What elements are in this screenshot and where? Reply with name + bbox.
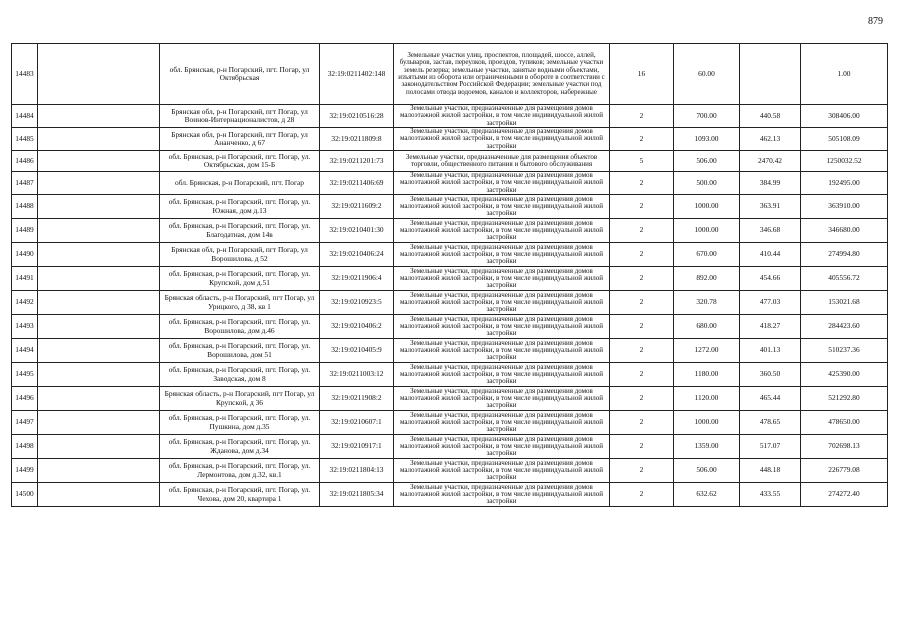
row-address: обл. Брянская, р-н Погарский, пгт. Погар, ул. Лермонтова, дом д.32, кв.1	[160, 459, 320, 483]
row-area: 500.00	[674, 172, 740, 195]
row-address: Брянская область, р-н Погарский, пгт Погар, ул Урицкого, д 38, кв 1	[160, 291, 320, 315]
row-group: 2	[610, 105, 674, 128]
row-id: 14484	[12, 105, 38, 128]
row-cadastral-value: 284423.60	[801, 315, 888, 339]
row-blank-cell	[38, 267, 160, 291]
row-group: 2	[610, 219, 674, 243]
row-area: 1000.00	[674, 195, 740, 219]
row-id: 14499	[12, 459, 38, 483]
row-blank-cell	[38, 459, 160, 483]
row-cadastral-number: 32:19:0210406:2	[320, 315, 394, 339]
row-id: 14483	[12, 44, 38, 105]
row-area: 1359.00	[674, 435, 740, 459]
row-land-use: Земельные участки, предназначенные для размещения домов малоэтажной жилой застройки, в том числе индивидуальной жилой застройки	[394, 267, 610, 291]
row-cadastral-value: 308406.00	[801, 105, 888, 128]
row-cadastral-value: 425390.00	[801, 363, 888, 387]
row-rate: 363.91	[740, 195, 801, 219]
row-rate: 384.99	[740, 172, 801, 195]
row-group: 2	[610, 195, 674, 219]
row-address: обл. Брянская, р-н Погарский, пгт. Погар, ул. Чехова, дом 20, квартира 1	[160, 483, 320, 507]
row-id: 14494	[12, 339, 38, 363]
row-group: 2	[610, 243, 674, 267]
row-address: обл. Брянская, р-н Погарский, пгт. Погар, ул. Пушкина, дом д.35	[160, 411, 320, 435]
row-area: 1180.00	[674, 363, 740, 387]
row-id: 14490	[12, 243, 38, 267]
row-cadastral-value: 226779.08	[801, 459, 888, 483]
row-rate: 2470.42	[740, 151, 801, 172]
row-rate: 346.68	[740, 219, 801, 243]
row-rate: 477.03	[740, 291, 801, 315]
table-row	[12, 267, 888, 291]
row-cadastral-value: 274272.40	[801, 483, 888, 507]
row-area: 1000.00	[674, 411, 740, 435]
row-group: 2	[610, 459, 674, 483]
row-cadastral-number: 32:19:0210401:30	[320, 219, 394, 243]
table-row	[12, 483, 888, 507]
row-land-use: Земельные участки улиц, проспектов, площадей, шоссе, аллей, бульваров, застав, переулков, проездов, тупиков; земельные участки земель резерва; земельные участки, занятые водными объектами, изъятыми из оборота или ограниченными в обороте в соответствии с законодательством Российской Федерации; земельные участки под полосами отвода водоемов, каналов и коллекторов, набережные	[394, 44, 610, 105]
row-blank-cell	[38, 363, 160, 387]
row-address: обл. Брянская, р-н Погарский, пгт. Погар, ул. Жданова, дом д.34	[160, 435, 320, 459]
row-blank-cell	[38, 411, 160, 435]
row-area: 1000.00	[674, 219, 740, 243]
row-area: 1120.00	[674, 387, 740, 411]
row-cadastral-value: 478650.00	[801, 411, 888, 435]
row-id: 14498	[12, 435, 38, 459]
table-row	[12, 151, 888, 172]
row-group: 2	[610, 435, 674, 459]
row-cadastral-number: 32:19:0211406:69	[320, 172, 394, 195]
table-row	[12, 128, 888, 151]
row-group: 2	[610, 291, 674, 315]
row-address: обл. Брянская, р-н Погарский, пгт. Погар, ул. Ворошилова, дом д.46	[160, 315, 320, 339]
row-land-use: Земельные участки, предназначенные для размещения домов малоэтажной жилой застройки, в том числе индивидуальной жилой застройки	[394, 315, 610, 339]
row-address: обл. Брянская, р-н Погарский, пгт. Погар	[160, 172, 320, 195]
row-blank-cell	[38, 483, 160, 507]
table-row	[12, 459, 888, 483]
row-cadastral-value: 702698.13	[801, 435, 888, 459]
table-row	[12, 243, 888, 267]
row-blank-cell	[38, 339, 160, 363]
row-cadastral-value: 1250032.52	[801, 151, 888, 172]
row-cadastral-number: 32:19:0211906:4	[320, 267, 394, 291]
row-address: обл. Брянская, р-н Погарский, пгт. Погар, ул. Ворошилова, дом 51	[160, 339, 320, 363]
row-blank-cell	[38, 44, 160, 105]
row-group: 2	[610, 315, 674, 339]
row-land-use: Земельные участки, предназначенные для размещения домов малоэтажной жилой застройки, в том числе индивидуальной жилой застройки	[394, 363, 610, 387]
row-group: 2	[610, 128, 674, 151]
row-group: 2	[610, 387, 674, 411]
row-group: 2	[610, 339, 674, 363]
row-rate	[740, 44, 801, 105]
row-cadastral-value: 521292.80	[801, 387, 888, 411]
row-address: обл. Брянская, р-н Погарский, пгт. Погар, ул. Благодатная, дом 14в	[160, 219, 320, 243]
table-row	[12, 195, 888, 219]
page-number: 879	[868, 16, 883, 27]
row-cadastral-number: 32:19:0211003:12	[320, 363, 394, 387]
row-group: 16	[610, 44, 674, 105]
row-cadastral-number: 32:19:0211805:34	[320, 483, 394, 507]
row-cadastral-number: 32:19:0210917:1	[320, 435, 394, 459]
row-rate: 448.18	[740, 459, 801, 483]
row-land-use: Земельные участки, предназначенные для размещения домов малоэтажной жилой застройки, в том числе индивидуальной жилой застройки	[394, 243, 610, 267]
row-area: 892.00	[674, 267, 740, 291]
table-row	[12, 339, 888, 363]
row-land-use: Земельные участки, предназначенные для размещения домов малоэтажной жилой застройки, в том числе индивидуальной жилой застройки	[394, 387, 610, 411]
row-cadastral-number: 32:19:0211609:2	[320, 195, 394, 219]
row-blank-cell	[38, 195, 160, 219]
row-area: 506.00	[674, 459, 740, 483]
row-group: 5	[610, 151, 674, 172]
table-row	[12, 44, 888, 105]
row-id: 14488	[12, 195, 38, 219]
row-address: Брянская обл, р-н Погарский, пгт Погар, ул Ворошилова, д 52	[160, 243, 320, 267]
row-land-use: Земельные участки, предназначенные для размещения домов малоэтажной жилой застройки, в том числе индивидуальной жилой застройки	[394, 459, 610, 483]
row-address: Брянская область, р-н Погарский, пгт Погар, ул Крупской, д 36	[160, 387, 320, 411]
row-group: 2	[610, 411, 674, 435]
row-rate: 418.27	[740, 315, 801, 339]
row-blank-cell	[38, 172, 160, 195]
row-group: 2	[610, 172, 674, 195]
row-rate: 401.13	[740, 339, 801, 363]
row-rate: 440.58	[740, 105, 801, 128]
row-group: 2	[610, 267, 674, 291]
row-land-use: Земельные участки, предназначенные для размещения домов малоэтажной жилой застройки, в том числе индивидуальной жилой застройки	[394, 339, 610, 363]
row-area: 670.00	[674, 243, 740, 267]
row-rate: 478.65	[740, 411, 801, 435]
row-address: Брянская обл, р-н Погарский, пгт Погар, ул Воинов-Интернационалистов, д 28	[160, 105, 320, 128]
table-row	[12, 363, 888, 387]
row-cadastral-number: 32:19:0211402:148	[320, 44, 394, 105]
table-row	[12, 105, 888, 128]
row-id: 14492	[12, 291, 38, 315]
row-address: обл. Брянская, р-н Погарский, пгт. Погар, ул. Заводская, дом 8	[160, 363, 320, 387]
row-area: 1272.00	[674, 339, 740, 363]
row-area: 320.78	[674, 291, 740, 315]
row-land-use: Земельные участки, предназначенные для размещения домов малоэтажной жилой застройки, в том числе индивидуальной жилой застройки	[394, 411, 610, 435]
row-cadastral-number: 32:19:0211804:13	[320, 459, 394, 483]
row-address: обл. Брянская, р-н Погарский, пгт. Погар, ул. Южная, дом д.13	[160, 195, 320, 219]
row-blank-cell	[38, 315, 160, 339]
row-land-use: Земельные участки, предназначенные для размещения домов малоэтажной жилой застройки, в том числе индивидуальной жилой застройки	[394, 435, 610, 459]
row-rate: 462.13	[740, 128, 801, 151]
row-cadastral-number: 32:19:0210923:5	[320, 291, 394, 315]
row-land-use: Земельные участки, предназначенные для размещения домов малоэтажной жилой застройки, в том числе индивидуальной жилой застройки	[394, 291, 610, 315]
row-rate: 454.66	[740, 267, 801, 291]
row-id: 14497	[12, 411, 38, 435]
row-blank-cell	[38, 435, 160, 459]
row-blank-cell	[38, 387, 160, 411]
row-id: 14489	[12, 219, 38, 243]
row-rate: 410.44	[740, 243, 801, 267]
row-group: 2	[610, 363, 674, 387]
row-id: 14485	[12, 128, 38, 151]
row-group: 2	[610, 483, 674, 507]
row-blank-cell	[38, 128, 160, 151]
row-rate: 433.55	[740, 483, 801, 507]
row-rate: 360.50	[740, 363, 801, 387]
row-area: 1093.00	[674, 128, 740, 151]
row-cadastral-value: 510237.36	[801, 339, 888, 363]
row-blank-cell	[38, 291, 160, 315]
row-cadastral-number: 32:19:0211809:8	[320, 128, 394, 151]
row-area: 60.00	[674, 44, 740, 105]
row-address: Брянская обл, р-н Погарский, пгт Погар, ул Ананченко, д 67	[160, 128, 320, 151]
row-id: 14493	[12, 315, 38, 339]
row-land-use: Земельные участки, предназначенные для размещения домов малоэтажной жилой застройки, в том числе индивидуальной жилой застройки	[394, 219, 610, 243]
row-cadastral-number: 32:19:0211201:73	[320, 151, 394, 172]
row-land-use: Земельные участки, предназначенные для размещения домов малоэтажной жилой застройки, в том числе индивидуальной жилой застройки	[394, 105, 610, 128]
row-blank-cell	[38, 219, 160, 243]
row-cadastral-value: 274994.80	[801, 243, 888, 267]
row-cadastral-value: 153021.68	[801, 291, 888, 315]
table-row	[12, 435, 888, 459]
cadastral-value-table	[11, 43, 888, 507]
table-row	[12, 411, 888, 435]
row-cadastral-number: 32:19:0210516:28	[320, 105, 394, 128]
row-blank-cell	[38, 151, 160, 172]
row-area: 632.62	[674, 483, 740, 507]
row-cadastral-number: 32:19:0210406:24	[320, 243, 394, 267]
row-cadastral-number: 32:19:0211908:2	[320, 387, 394, 411]
row-cadastral-value: 346680.00	[801, 219, 888, 243]
row-cadastral-value: 192495.00	[801, 172, 888, 195]
row-cadastral-number: 32:19:0210607:1	[320, 411, 394, 435]
row-id: 14496	[12, 387, 38, 411]
row-area: 680.00	[674, 315, 740, 339]
row-land-use: Земельные участки, предназначенные для размещения домов малоэтажной жилой застройки, в том числе индивидуальной жилой застройки	[394, 128, 610, 151]
row-rate: 465.44	[740, 387, 801, 411]
table-row	[12, 219, 888, 243]
row-land-use: Земельные участки, предназначенные для размещения домов малоэтажной жилой застройки, в том числе индивидуальной жилой застройки	[394, 172, 610, 195]
row-blank-cell	[38, 243, 160, 267]
row-address: обл. Брянская, р-н Погарский, пгт. Погар, ул Октябрьская	[160, 44, 320, 105]
row-cadastral-value: 405556.72	[801, 267, 888, 291]
table-row	[12, 291, 888, 315]
row-area: 700.00	[674, 105, 740, 128]
row-land-use: Земельные участки, предназначенные для размещения домов малоэтажной жилой застройки, в том числе индивидуальной жилой застройки	[394, 483, 610, 507]
row-land-use: Земельные участки, предназначенные для размещения домов малоэтажной жилой застройки, в том числе индивидуальной жилой застройки	[394, 195, 610, 219]
row-id: 14491	[12, 267, 38, 291]
row-land-use: Земельные участки, предназначенные для размещения объектов торговли, общественного питания и бытового обслуживания	[394, 151, 610, 172]
row-id: 14495	[12, 363, 38, 387]
table-row	[12, 172, 888, 195]
row-cadastral-value: 363910.00	[801, 195, 888, 219]
row-blank-cell	[38, 105, 160, 128]
row-id: 14487	[12, 172, 38, 195]
table-row	[12, 315, 888, 339]
row-cadastral-value: 1.00	[801, 44, 888, 105]
table-row	[12, 387, 888, 411]
row-cadastral-value: 505108.09	[801, 128, 888, 151]
row-id: 14500	[12, 483, 38, 507]
row-id: 14486	[12, 151, 38, 172]
row-cadastral-number: 32:19:0210405:9	[320, 339, 394, 363]
row-rate: 517.07	[740, 435, 801, 459]
row-address: обл. Брянская, р-н Погарский, пгт. Погар, ул. Крупской, дом д.51	[160, 267, 320, 291]
row-area: 506.00	[674, 151, 740, 172]
row-address: обл. Брянская, р-н Погарский, пгт. Погар, ул. Октябрьская, дом 15-Б	[160, 151, 320, 172]
